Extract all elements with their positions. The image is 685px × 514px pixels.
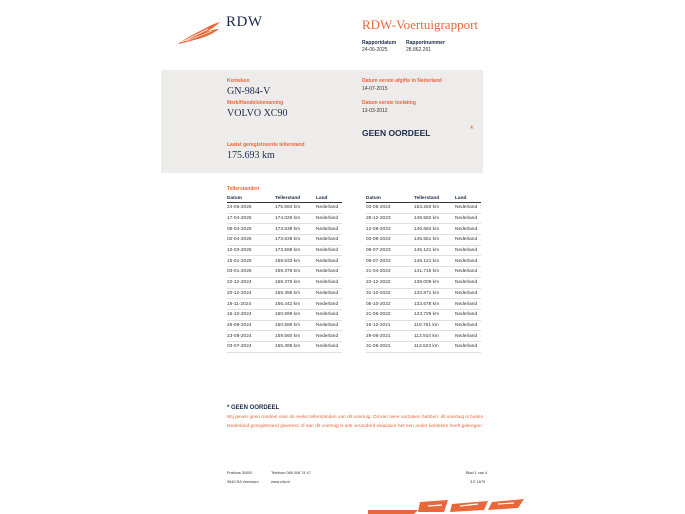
brand-label: Merk/Handelsbenaming (227, 100, 284, 106)
note-title: * GEEN OORDEEL (227, 405, 280, 411)
table-row (366, 288, 481, 299)
reading-date: 12-09-2023 (366, 224, 414, 235)
reading-odometer: 160.599 km (275, 320, 316, 331)
first-admission-value: 13-03-2012 (362, 108, 388, 114)
table-row (227, 277, 342, 288)
reading-country: Nederland (316, 267, 342, 278)
table-row (366, 256, 481, 267)
reading-country: Nederland (455, 245, 481, 256)
col-odometer: Tellerstand (414, 194, 455, 203)
readings-table-left (227, 194, 342, 353)
table-row (366, 320, 481, 331)
reading-odometer: 166.442 km (275, 299, 316, 310)
report-date-label: Rapportdatum (362, 40, 397, 46)
table-row (366, 267, 481, 278)
reading-country: Nederland (455, 288, 481, 299)
first-admission-label: Datum eerste toelating (362, 100, 416, 106)
reading-country: Nederland (316, 245, 342, 256)
reading-odometer: 145.121 km (414, 245, 455, 256)
table-row (227, 245, 342, 256)
reading-date: 23-08-2024 (227, 331, 275, 342)
table-row (227, 224, 342, 235)
reading-date: 21-04-2023 (366, 267, 414, 278)
reading-odometer: 141.716 km (414, 267, 455, 278)
reading-date: 06-07-2023 (366, 245, 414, 256)
footer-web: www.rdw.nl (271, 480, 290, 484)
reading-country: Nederland (316, 203, 342, 214)
reading-country: Nederland (316, 224, 342, 235)
reading-country: Nederland (455, 224, 481, 235)
table-row (227, 299, 342, 310)
reading-date: 31-10-2022 (366, 288, 414, 299)
reading-odometer: 119.761 km (414, 320, 455, 331)
logo-text: RDW (226, 14, 263, 30)
col-country: Land (316, 194, 342, 203)
table-row (366, 277, 481, 288)
reading-date: 28-12-2023 (366, 213, 414, 224)
first-nl-value: 14-07-2015 (362, 86, 388, 92)
table-row (366, 341, 481, 352)
table-row (366, 203, 481, 214)
table-row (227, 267, 342, 278)
reading-country: Nederland (455, 277, 481, 288)
verdict: GEEN OORDEEL (362, 128, 431, 138)
reading-country: Nederland (316, 309, 342, 320)
table-row (227, 256, 342, 267)
table-row (227, 203, 342, 214)
reading-date: 22-12-2022 (366, 277, 414, 288)
reading-odometer: 169.375 km (275, 277, 316, 288)
col-date: Datum (366, 194, 414, 203)
reading-country: Nederland (455, 213, 481, 224)
table-row (366, 245, 481, 256)
reading-date: 02-04-2025 (227, 235, 275, 246)
report-number-label: Rapportnummer (406, 40, 445, 46)
table-row (366, 213, 481, 224)
reading-date: 03-01-2025 (227, 267, 275, 278)
reading-odometer: 133.678 km (414, 299, 455, 310)
reading-odometer: 153.283 km (414, 203, 455, 214)
decorative-stripes-icon (368, 498, 528, 514)
reading-odometer: 145.551 km (414, 235, 455, 246)
reading-country: Nederland (316, 331, 342, 342)
table-row (227, 309, 342, 320)
table-row (227, 331, 342, 342)
reading-date: 21-06-2022 (366, 309, 414, 320)
reading-country: Nederland (455, 331, 481, 342)
reading-odometer: 123.729 km (414, 309, 455, 320)
reading-odometer: 169.633 km (275, 256, 316, 267)
table-row (366, 224, 481, 235)
table-row (227, 288, 342, 299)
table-row (227, 235, 342, 246)
reading-date: 20-12-2024 (227, 288, 275, 299)
reading-country: Nederland (455, 235, 481, 246)
report-title: RDW-Voertuigrapport (362, 17, 479, 32)
reading-odometer: 133.871 km (414, 288, 455, 299)
reading-date: 16-12-2021 (366, 320, 414, 331)
reading-date: 31-05-2021 (366, 341, 414, 352)
reading-date: 05-04-2025 (227, 224, 275, 235)
table-row (366, 331, 481, 342)
reading-date: 03-07-2024 (227, 341, 275, 352)
readings-table-right (366, 194, 481, 353)
reading-country: Nederland (316, 341, 342, 352)
reading-country: Nederland (316, 235, 342, 246)
reading-country: Nederland (316, 320, 342, 331)
table-row (366, 299, 481, 310)
note-text: Wij geven geen oordeel over de reeks tellerstanden van dit voertuig. Dit kan twee oorzaken hebben: dit voertuig is buiten Nederland geregistreerd geweest, of aan dit voertuig is iets veranderd waardoor het een ander kenteken heeft gekregen. (227, 415, 484, 429)
report-number-value: 28.862.261 (406, 47, 432, 53)
reading-date: 03-08-2023 (366, 235, 414, 246)
reading-odometer: 146.684 km (414, 224, 455, 235)
reading-odometer: 169.356 km (275, 288, 316, 299)
footer-page: Blad 1 van 4 (466, 471, 488, 475)
reading-date: 17-04-2025 (227, 213, 275, 224)
reading-odometer: 113.910 km (414, 331, 455, 342)
reading-odometer: 173.639 km (275, 235, 316, 246)
col-odometer: Tellerstand (275, 194, 316, 203)
reading-country: Nederland (316, 277, 342, 288)
reading-date: 06-07-2023 (366, 256, 414, 267)
reading-date: 24-06-2025 (227, 203, 275, 214)
reading-country: Nederland (455, 299, 481, 310)
report-date-value: 24-06-2025 (362, 47, 388, 53)
reading-odometer: 155.395 km (275, 341, 316, 352)
reading-country: Nederland (316, 213, 342, 224)
reading-date: 19-11-2024 (227, 299, 275, 310)
reading-date: 29-06-2021 (366, 331, 414, 342)
reading-odometer: 145.121 km (414, 256, 455, 267)
first-nl-label: Datum eerste afgifte in Nederland (362, 78, 442, 84)
reading-odometer: 169.376 km (275, 267, 316, 278)
reading-date: 16-10-2024 (227, 309, 275, 320)
reading-date: 03-05-2024 (366, 203, 414, 214)
reading-country: Nederland (316, 256, 342, 267)
reading-date: 26-09-2024 (227, 320, 275, 331)
odometer-value: 175.693 km (227, 150, 275, 161)
reading-odometer: 174.026 km (275, 213, 316, 224)
verdict-asterisk: * (470, 124, 474, 134)
reading-country: Nederland (455, 203, 481, 214)
reading-date: 22-12-2024 (227, 277, 275, 288)
reading-country: Nederland (316, 299, 342, 310)
brand-value: VOLVO XC90 (227, 108, 288, 119)
reading-odometer: 139.009 km (414, 277, 455, 288)
table-row (366, 235, 481, 246)
reading-odometer: 159.560 km (275, 331, 316, 342)
reading-date: 05-10-2022 (366, 299, 414, 310)
table-row (366, 309, 481, 320)
reading-odometer: 173.598 km (275, 245, 316, 256)
col-country: Land (455, 194, 481, 203)
reading-country: Nederland (455, 267, 481, 278)
reading-odometer: 113.523 km (414, 341, 455, 352)
table-row (227, 341, 342, 352)
reading-country: Nederland (455, 320, 481, 331)
reading-odometer: 160.599 km (275, 309, 316, 320)
reading-odometer: 175.693 km (275, 203, 316, 214)
reading-country: Nederland (455, 341, 481, 352)
reading-odometer: 149.582 km (414, 213, 455, 224)
plate-label: Kenteken (227, 78, 250, 84)
col-date: Datum (227, 194, 275, 203)
vehicle-panel (161, 70, 483, 173)
footer-code: 3 E 1679 (470, 480, 486, 484)
footer-phone: Telefoon 088 008 74 47 (271, 471, 311, 475)
odometer-label: Laatst geregistreerde tellerstand (227, 142, 305, 148)
reading-date: 15-01-2025 (227, 256, 275, 267)
plate-value: GN-984-V (227, 86, 271, 97)
footer-city: 9640 RA Veendam (227, 480, 259, 484)
table-row (227, 320, 342, 331)
reading-odometer: 173.639 km (275, 224, 316, 235)
rdw-logo-icon (176, 20, 222, 46)
reading-country: Nederland (455, 309, 481, 320)
readings-title: Tellerstanden (227, 186, 260, 192)
footer-postbus: Postbus 30000 (227, 471, 253, 475)
reading-date: 10-03-2025 (227, 245, 275, 256)
reading-country: Nederland (455, 256, 481, 267)
table-row (227, 213, 342, 224)
reading-country: Nederland (316, 288, 342, 299)
